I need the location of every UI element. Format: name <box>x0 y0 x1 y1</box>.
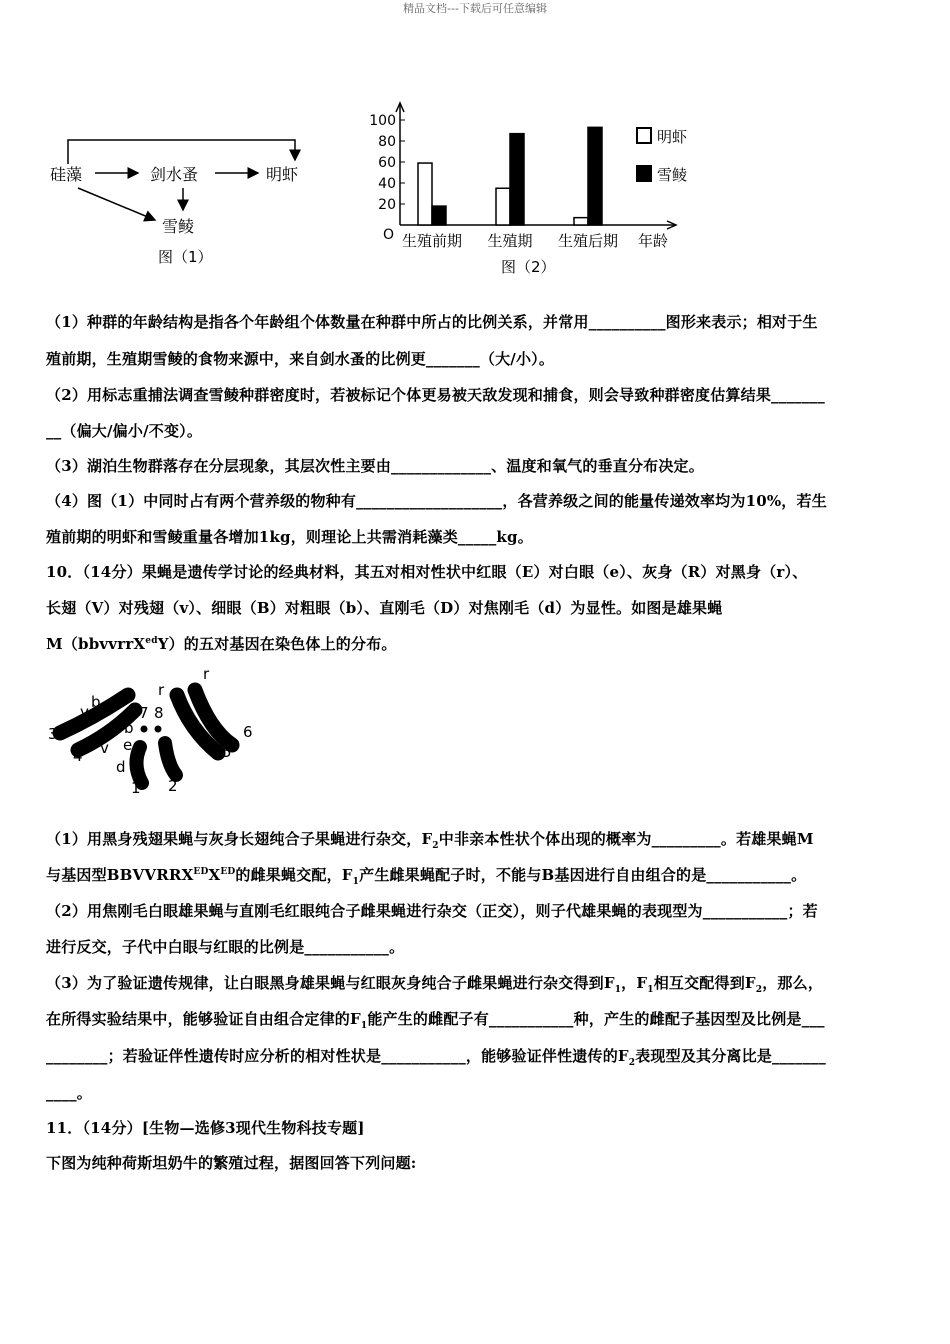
q10-part1-line2: 与基因型$BBVVRRX^{ED}X^{ED}$的雌果蝇交配，$F_1$产生雌果蝇配子时，不能与B基因进行自由组合的是___________。 <box>46 866 807 887</box>
q10-part3-line3: ________；若验证伴性遗传时应分析的相对性状是___________，能够验证伴性遗传的$F_2$表现型及其分离比是_______ <box>46 1047 826 1068</box>
x-tick-label: 生殖期 <box>487 232 533 250</box>
q10-intro-line3: M（bbvvrrX$^{ed}$Y）的五对基因在染色体上的分布。 <box>46 635 397 653</box>
y-tick-label: 80 <box>378 134 396 150</box>
chrom-label: 2 <box>168 777 178 795</box>
legend-swatch-fish <box>637 166 651 181</box>
fig1-caption: 图（1） <box>158 248 213 266</box>
chrom-label: b <box>91 693 101 711</box>
chrom-label: b <box>124 719 134 737</box>
chrom-label: 8 <box>154 704 164 722</box>
y-tick-label: 60 <box>378 155 396 171</box>
q10-part3-line1: （3）为了验证遗传规律，让白眼黑身雄果蝇与红眼灰身纯合子雌果蝇进行杂交得到$F_1$，$F_1$相互交配得到$F_2$，那么， <box>46 974 824 995</box>
legend-swatch-shrimp <box>637 128 651 143</box>
chrom-label: 1 <box>131 779 141 797</box>
q10-part3-line2: 在所得实验结果中，能够验证自由组合定律的$F_1$能产生的雌配子有___________种，产生的雌配子基因型及比例是___ <box>46 1010 825 1031</box>
age-structure-chart <box>355 100 715 280</box>
legend-label-fish: 雪鲮 <box>657 166 688 184</box>
node-copepod: 剑水蚤 <box>150 165 199 184</box>
bar-shrimp <box>418 163 432 225</box>
chrom-label: r <box>158 681 165 699</box>
q10-part3-line4: ____。 <box>46 1084 93 1102</box>
x-axis-end-label: 年龄 <box>638 232 669 250</box>
chrom-label: 4 <box>73 747 83 765</box>
q11-intro: 下图为纯种荷斯坦奶牛的繁殖过程，据图回答下列问题: <box>46 1154 417 1172</box>
node-diatom: 硅藻 <box>50 165 83 184</box>
chrom-label: 3 <box>48 725 58 743</box>
q10-intro-line2: 长翅（V）对残翅（v）、细眼（B）对粗眼（b）、直刚毛（D）对焦刚毛（d）为显性。如图是雄果蝇 <box>46 599 723 617</box>
q11-title: 11．（14分）[生物—选修3现代生物科技专题] <box>46 1119 365 1137</box>
q10-intro-line1: 10．（14分）果蝇是遗传学讨论的经典材料，其五对相对性状中红眼（E）对白眼（e）、灰身（R）对黑身（r）、 <box>46 563 808 581</box>
q10-part1-line1: （1）用黑身残翅果蝇与灰身长翅纯合子果蝇进行杂交，$F_2$中非亲本性状个体出现的概率为_________。若雄果蝇M <box>46 830 814 851</box>
page-header: 精品文档---下载后可任意编辑 <box>403 2 547 15</box>
q9-part3: （3）湖泊生物群落存在分层现象，其层次性主要由_____________、温度和氧气的垂直分布决定。 <box>46 457 704 475</box>
node-fish: 雪鲮 <box>162 217 195 236</box>
chrom-label: v <box>100 739 109 757</box>
origin-label: O <box>383 227 395 243</box>
q9-part4-line1: （4）图（1）中同时占有两个营养级的物种有___________________，各营养级之间的能量传递效率均为10%，若生 <box>46 492 827 510</box>
legend-label-shrimp: 明虾 <box>657 128 688 146</box>
chrom-label: v <box>80 703 89 721</box>
bar-shrimp <box>496 188 510 225</box>
fig2-caption: 图（2） <box>501 258 556 276</box>
q9-part2-line1: （2）用标志重捕法调查雪鲮种群密度时，若被标记个体更易被天敌发现和捕食，则会导致种群密度估算结果_______ <box>46 386 825 404</box>
q9-part1-line2: 殖前期，生殖期雪鲮的食物来源中，来自剑水蚤的比例更_______（大/小）。 <box>46 350 555 368</box>
bar-fish <box>588 127 602 225</box>
chromosome-figure <box>40 665 270 800</box>
chrom-label: d <box>116 758 126 776</box>
chrom-label: r <box>203 665 210 683</box>
q9-part1-line1: （1）种群的年龄结构是指各个年龄组个体数量在种群中所占的比例关系，并常用__________图形来表示；相对于生 <box>46 313 818 331</box>
chrom-label: 6 <box>243 723 253 741</box>
bar-fish <box>432 206 446 225</box>
chrom-label: 5 <box>222 743 232 761</box>
chrom-label: e <box>123 736 133 754</box>
bar-fish <box>510 134 524 225</box>
food-web-figure <box>40 130 340 270</box>
bar-shrimp <box>574 218 588 225</box>
q10-part2-line1: （2）用焦刚毛白眼雄果蝇与直刚毛红眼纯合子雌果蝇进行杂交（正交），则子代雄果蝇的表现型为___________；若 <box>46 902 818 920</box>
chrom-label: 7 <box>139 704 149 722</box>
y-tick-label: 100 <box>369 113 396 129</box>
q9-part4-line2: 殖前期的明虾和雪鲮重量各增加1kg，则理论上共需消耗藻类_____kg。 <box>46 528 533 546</box>
node-shrimp: 明虾 <box>266 165 299 184</box>
x-tick-label: 生殖后期 <box>557 232 619 250</box>
q10-part2-line2: 进行反交，子代中白眼与红眼的比例是___________。 <box>46 938 405 956</box>
q9-part2-line2: __（偏大/偏小/不变）。 <box>46 422 203 440</box>
y-tick-label: 20 <box>378 197 396 213</box>
y-tick-label: 40 <box>378 176 396 192</box>
x-tick-label: 生殖前期 <box>401 232 463 250</box>
